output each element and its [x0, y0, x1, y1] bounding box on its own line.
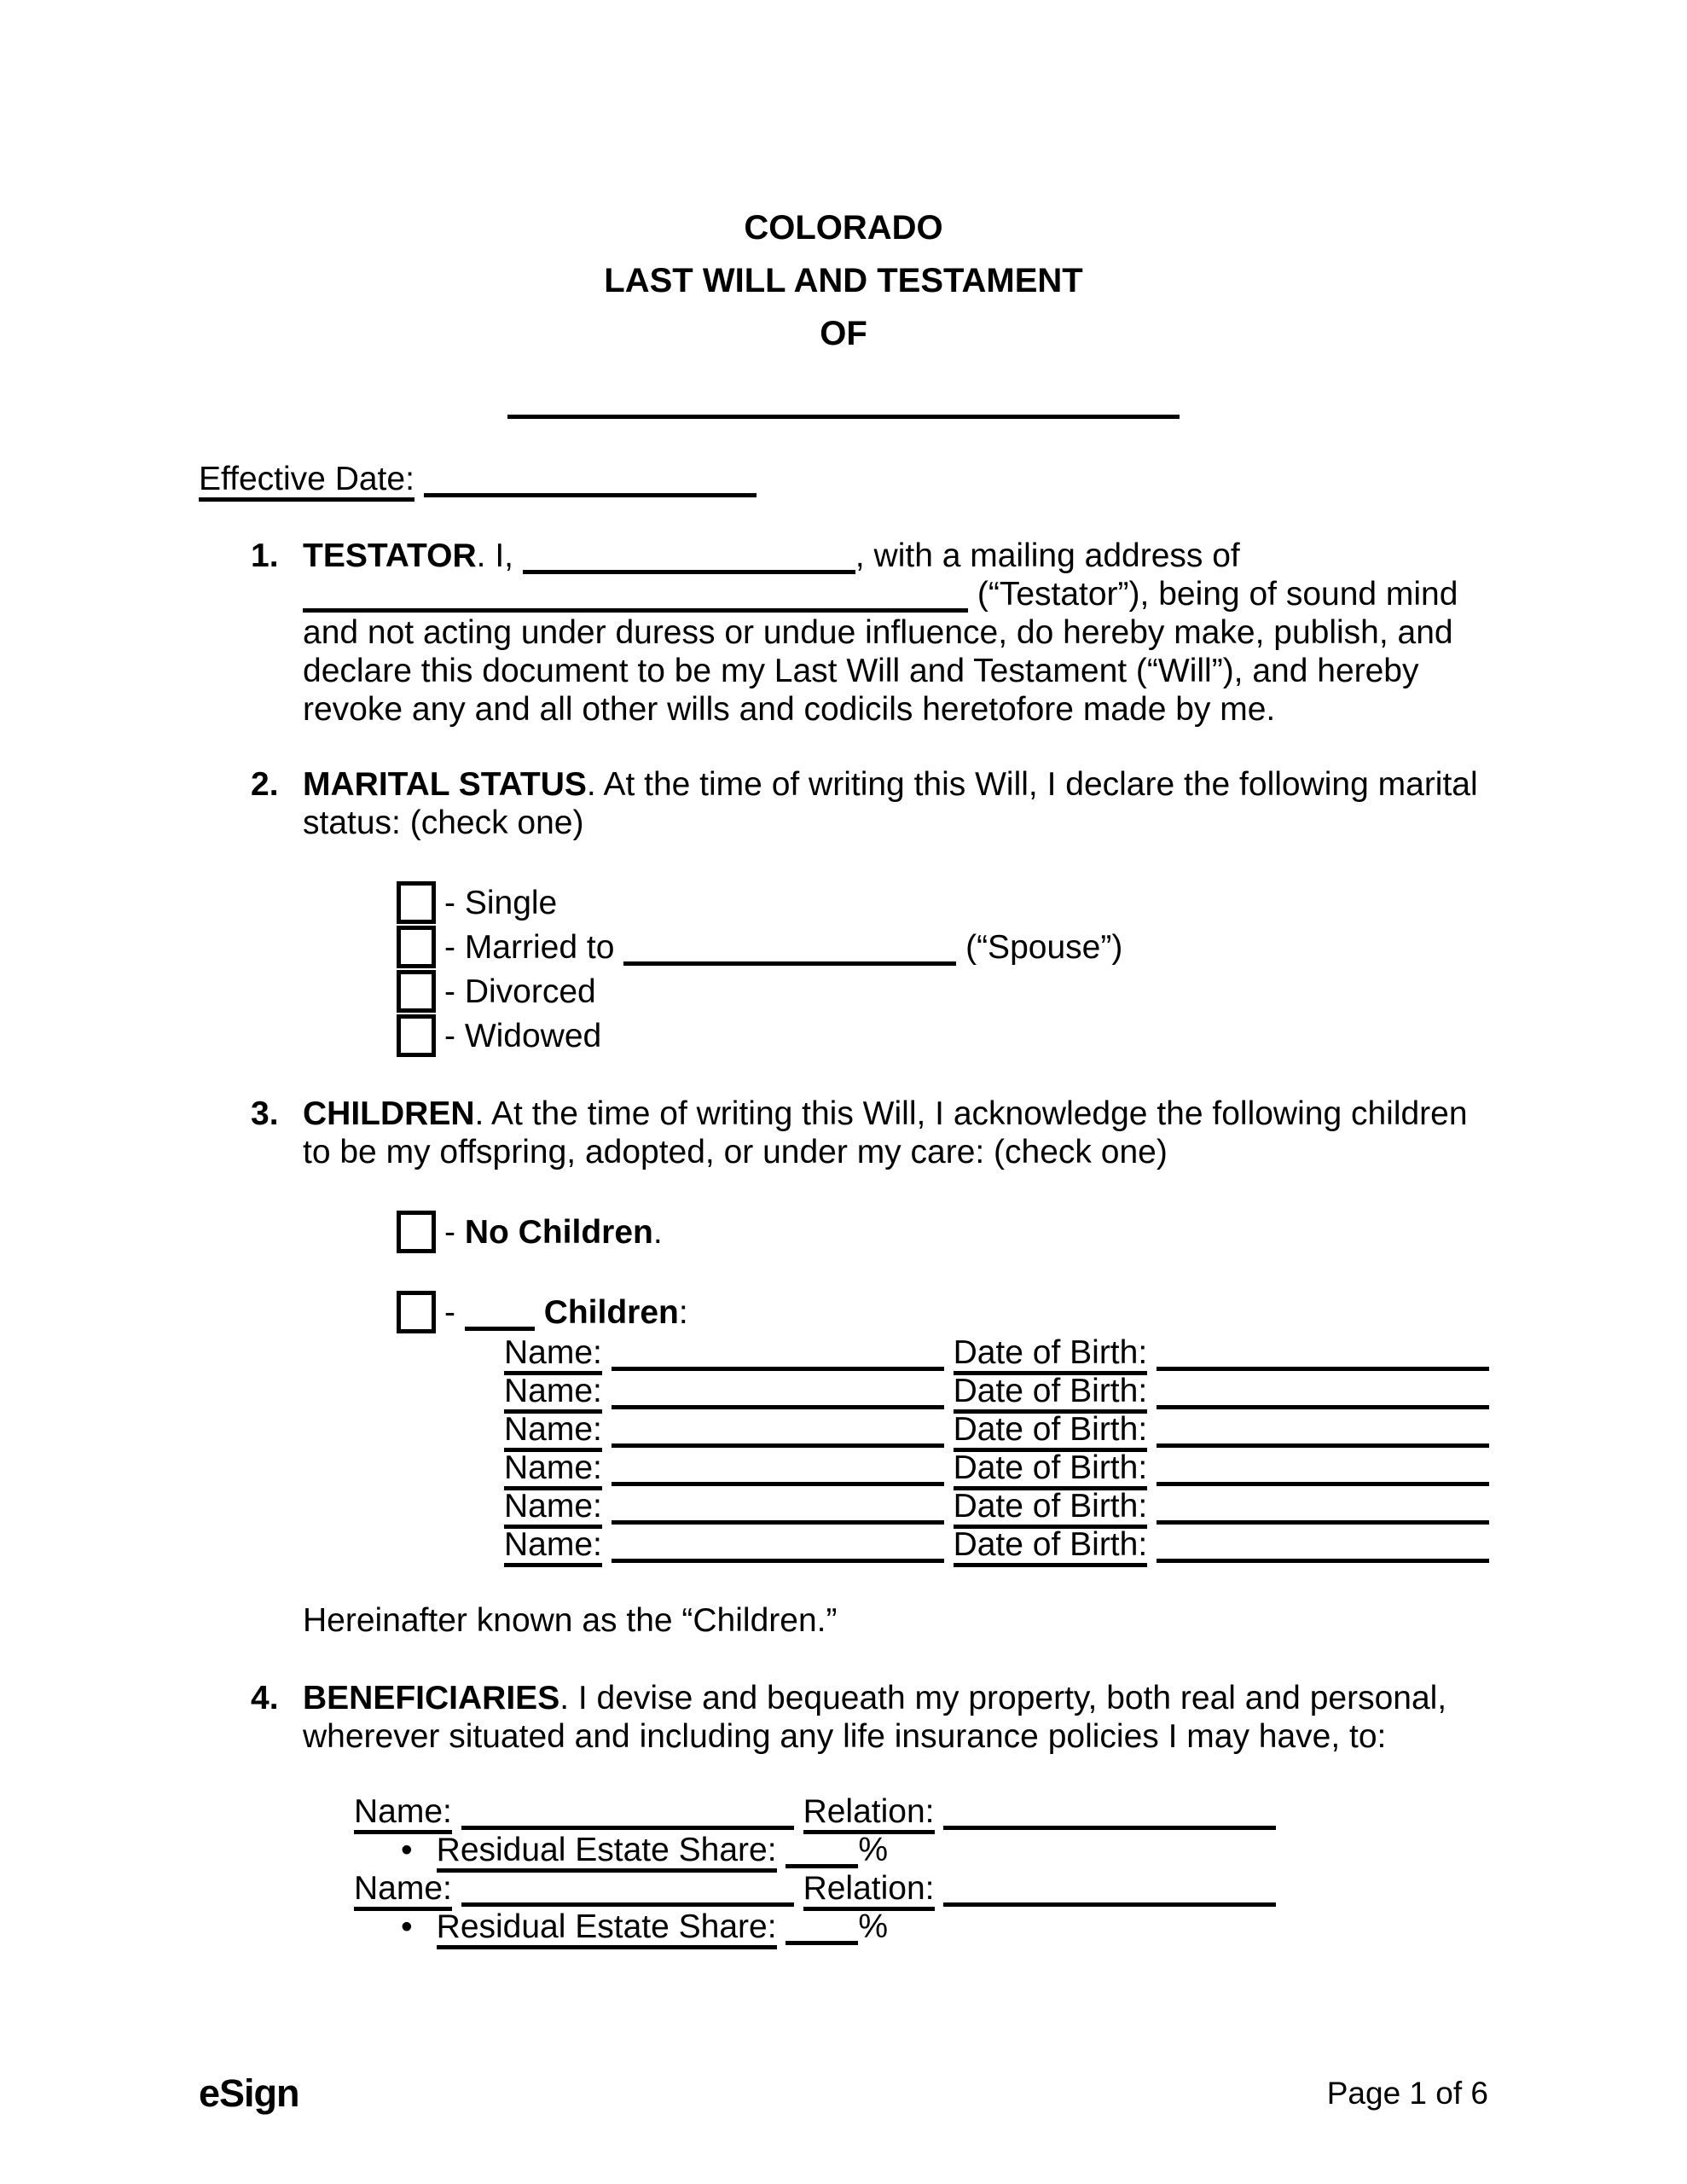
beneficiary-list: [303, 1792, 1488, 1946]
testator-address-blank[interactable]: [303, 584, 968, 613]
section-testator-heading: TESTATOR: [303, 537, 477, 574]
beneficiary-2-share-label: Residual Estate Share:: [437, 1908, 777, 1949]
page-number: Page 1 of 6: [1326, 2076, 1488, 2111]
child-4-name-blank[interactable]: [612, 1458, 944, 1486]
no-children-period: .: [652, 1214, 663, 1251]
no-children-checkbox[interactable]: [397, 1211, 436, 1253]
beneficiary-1-share-row: [401, 1831, 1488, 1869]
child-5-name-blank[interactable]: [612, 1496, 944, 1525]
page-footer: [199, 2071, 1488, 2116]
no-children-label: No Children: [464, 1214, 653, 1251]
child-2-name-label: Name:: [504, 1373, 602, 1414]
effective-date-label: Effective Date:: [199, 461, 415, 502]
testator-name-blank[interactable]: [523, 546, 855, 574]
child-row-2: [504, 1372, 1488, 1410]
child-6-dob-label: Date of Birth:: [954, 1526, 1148, 1567]
children-count-label: Children: [543, 1294, 679, 1331]
no-children-dash: -: [444, 1214, 455, 1251]
section-children: [199, 1095, 1488, 1640]
spouse-name-blank[interactable]: [623, 938, 956, 966]
child-3-name-blank[interactable]: [612, 1420, 944, 1448]
doc-title-main: LAST WILL AND TESTAMENT: [604, 262, 1083, 299]
children-paragraph: [303, 1095, 1488, 1171]
married-checkbox[interactable]: [397, 926, 436, 968]
child-3-name-label: Name:: [504, 1411, 602, 1452]
child-1-dob-blank[interactable]: [1157, 1343, 1489, 1371]
testator-after-name-text: , with a mailing address of: [855, 537, 1240, 574]
section-beneficiaries: [199, 1679, 1488, 1946]
child-4-name-label: Name:: [504, 1449, 602, 1490]
document-title: [199, 0, 1488, 360]
beneficiary-2-relation-label: Relation:: [803, 1870, 935, 1911]
bullet-icon: •: [401, 1908, 413, 1945]
section-children-heading: CHILDREN: [303, 1095, 475, 1132]
beneficiaries-paragraph: [303, 1679, 1488, 1756]
child-4-dob-label: Date of Birth:: [954, 1449, 1148, 1490]
section-marital: [199, 765, 1488, 1059]
widowed-checkbox[interactable]: [397, 1014, 436, 1057]
child-5-name-label: Name:: [504, 1488, 602, 1529]
testator-full-name-blank[interactable]: [507, 415, 1180, 419]
divorced-checkbox[interactable]: [397, 970, 436, 1013]
child-row-6: [504, 1525, 1488, 1564]
beneficiary-1-relation-blank[interactable]: [943, 1802, 1276, 1830]
married-label-suffix: (“Spouse”): [965, 929, 1123, 966]
section-marital-heading: MARITAL STATUS: [303, 766, 587, 803]
child-row-3: [504, 1410, 1488, 1449]
child-6-dob-blank[interactable]: [1157, 1535, 1489, 1563]
beneficiary-row-2: [354, 1869, 1488, 1908]
testator-lead-text: . I,: [476, 537, 514, 574]
child-2-dob-blank[interactable]: [1157, 1381, 1489, 1409]
children-option-none: [397, 1211, 1488, 1255]
effective-date-row: [199, 460, 1488, 498]
child-row-5: [504, 1487, 1488, 1525]
beneficiaries-body-text: . I devise and bequeath my property, both real and personal, wherever situated and including any life insurance policies I may have, to:: [303, 1680, 1447, 1755]
child-2-name-blank[interactable]: [612, 1381, 944, 1409]
testator-paragraph: [303, 537, 1488, 729]
children-count-colon: :: [678, 1294, 688, 1331]
section-testator: [199, 537, 1488, 729]
child-row-4: [504, 1449, 1488, 1487]
marital-option-divorced: [397, 970, 1488, 1014]
child-1-name-label: Name:: [504, 1334, 602, 1375]
beneficiary-2-name-label: Name:: [354, 1870, 452, 1911]
married-label: - Married to: [444, 929, 615, 966]
children-count-checkbox[interactable]: [397, 1291, 436, 1333]
beneficiary-1-relation-label: Relation:: [803, 1793, 935, 1834]
widowed-label: - Widowed: [444, 1018, 602, 1054]
child-4-dob-blank[interactable]: [1157, 1458, 1489, 1486]
child-1-name-blank[interactable]: [612, 1343, 944, 1371]
child-2-dob-label: Date of Birth:: [954, 1373, 1148, 1414]
marital-paragraph: [303, 765, 1488, 842]
section-beneficiaries-number: 4.: [251, 1680, 279, 1716]
beneficiary-2-relation-blank[interactable]: [943, 1879, 1276, 1907]
child-3-dob-blank[interactable]: [1157, 1420, 1489, 1448]
marital-body-text: . At the time of writing this Will, I declare the following marital status: (check one): [303, 766, 1478, 841]
section-children-number: 3.: [251, 1095, 279, 1132]
single-label: - Single: [444, 885, 558, 921]
children-hereinafter-text: Hereinafter known as the “Children.”: [303, 1602, 838, 1639]
marital-option-married: [397, 926, 1488, 970]
children-count-dash: -: [444, 1294, 455, 1331]
beneficiary-2-name-blank[interactable]: [461, 1879, 794, 1907]
divorced-label: - Divorced: [444, 973, 596, 1010]
marital-option-single: [397, 881, 1488, 926]
beneficiary-1-share-label: Residual Estate Share:: [437, 1832, 777, 1873]
bullet-icon: •: [401, 1832, 413, 1868]
effective-date-blank[interactable]: [424, 469, 757, 497]
child-1-dob-label: Date of Birth:: [954, 1334, 1148, 1375]
beneficiary-2-percent-sign: %: [858, 1908, 889, 1945]
beneficiary-2-share-row: [401, 1908, 1488, 1946]
beneficiary-1-name-blank[interactable]: [461, 1802, 794, 1830]
beneficiary-1-percent-sign: %: [858, 1832, 889, 1868]
section-beneficiaries-heading: BENEFICIARIES: [303, 1680, 560, 1716]
child-6-name-label: Name:: [504, 1526, 602, 1567]
child-5-dob-label: Date of Birth:: [954, 1488, 1148, 1529]
section-testator-number: 1.: [251, 537, 279, 574]
child-row-1: [504, 1333, 1488, 1372]
doc-title-state: COLORADO: [744, 209, 943, 247]
section-marital-number: 2.: [251, 766, 279, 803]
children-name-list: [303, 1333, 1488, 1564]
children-body-text: . At the time of writing this Will, I acknowledge the following children to be my offspring, adopted, or under my care: (check one): [303, 1095, 1468, 1170]
child-6-name-blank[interactable]: [612, 1535, 944, 1563]
esign-logo: eSign: [199, 2071, 299, 2115]
beneficiary-1-share-blank[interactable]: [786, 1840, 858, 1868]
beneficiary-row-1: [354, 1792, 1488, 1831]
beneficiary-1-name-label: Name:: [354, 1793, 452, 1834]
doc-title-of: OF: [820, 315, 867, 352]
children-option-count: [397, 1291, 1488, 1335]
child-5-dob-blank[interactable]: [1157, 1496, 1489, 1525]
single-checkbox[interactable]: [397, 881, 436, 924]
testator-body-text: (“Testator”), being of sound mind and not acting under duress or undue influence, do hereby make, publish, and declare this document to be my Last Will and Testament (“Will”), and hereby revoke any and all other wills and codicils heretofore made by me.: [303, 576, 1458, 728]
children-count-blank[interactable]: [465, 1303, 535, 1331]
beneficiary-2-share-blank[interactable]: [786, 1917, 858, 1945]
child-3-dob-label: Date of Birth:: [954, 1411, 1148, 1452]
marital-option-widowed: [397, 1014, 1488, 1059]
